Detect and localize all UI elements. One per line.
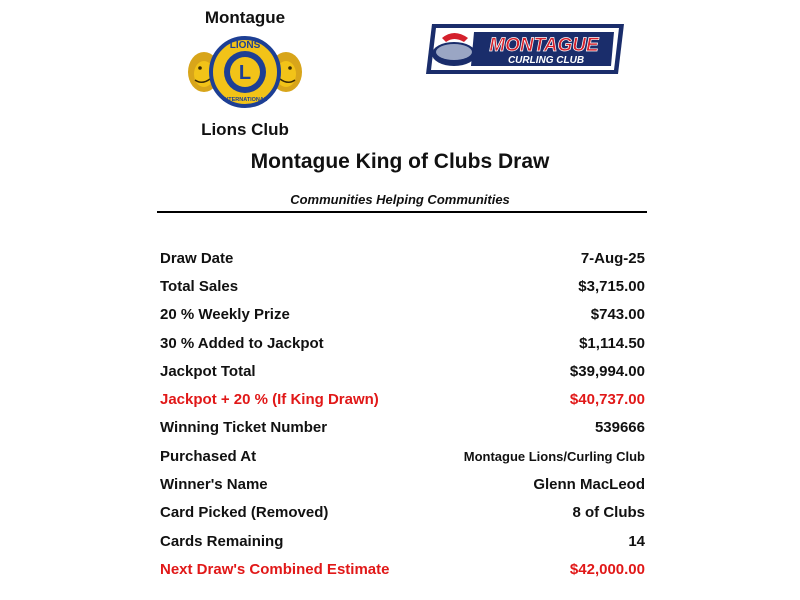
result-row: [160, 527, 645, 555]
result-row: [160, 329, 645, 357]
lions-logo-top-text: LIONS: [229, 40, 261, 51]
result-label: Winning Ticket Number: [160, 419, 328, 437]
result-value: 14: [628, 532, 645, 550]
result-row: [160, 357, 645, 385]
draw-results-table: [160, 244, 645, 584]
result-row: [160, 442, 645, 470]
result-row: [160, 272, 645, 300]
result-row: [160, 414, 645, 442]
lions-club-logo: [186, 28, 304, 116]
result-row: [160, 244, 645, 272]
result-value: 8 of Clubs: [572, 504, 645, 522]
result-value: 539666: [594, 419, 645, 437]
title-divider: [157, 211, 647, 213]
result-value: $39,994.00: [569, 362, 645, 380]
result-label: Total Sales: [160, 277, 239, 295]
curling-logo-line1: MONTAGUE: [489, 35, 599, 56]
page-title: Montague King of Clubs Draw: [250, 150, 550, 173]
result-label: Card Picked (Removed): [160, 504, 329, 522]
result-value: $42,000.00: [569, 560, 645, 578]
result-label: 30 % Added to Jackpot: [160, 334, 324, 352]
lions-club-name-bottom: Lions Club: [201, 120, 289, 139]
result-value: $40,737.00: [569, 391, 645, 409]
result-label: Jackpot + 20 % (If King Drawn): [160, 391, 379, 409]
result-value: $3,715.00: [578, 277, 645, 295]
result-row: [160, 385, 645, 413]
curling-club-logo: [418, 18, 630, 80]
result-value: Montague Lions/Curling Club: [463, 448, 645, 464]
result-value: $743.00: [590, 306, 645, 324]
lions-logo-bottom-text: INTERNATIONAL: [222, 97, 268, 103]
curling-logo-line2: CURLING CLUB: [507, 55, 585, 66]
result-label: Jackpot Total: [160, 362, 256, 380]
result-label: Purchased At: [160, 447, 257, 465]
lions-club-name-top: Montague: [204, 8, 286, 27]
result-value: Glenn MacLeod: [533, 476, 645, 494]
result-label: Next Draw's Combined Estimate: [160, 560, 390, 578]
result-row: [160, 301, 645, 329]
page-subtitle: Communities Helping Communities: [290, 192, 510, 207]
result-row: [160, 499, 645, 527]
result-value: $1,114.50: [579, 334, 645, 352]
result-row: [160, 555, 645, 583]
result-value: 7-Aug-25: [580, 249, 645, 267]
lions-logo-letter: L: [238, 62, 252, 84]
result-label: Draw Date: [160, 249, 234, 267]
result-label: Cards Remaining: [160, 532, 284, 550]
result-row: [160, 470, 645, 498]
result-label: Winner's Name: [160, 476, 268, 494]
result-label: 20 % Weekly Prize: [160, 306, 290, 324]
lions-club-block: [180, 8, 310, 140]
